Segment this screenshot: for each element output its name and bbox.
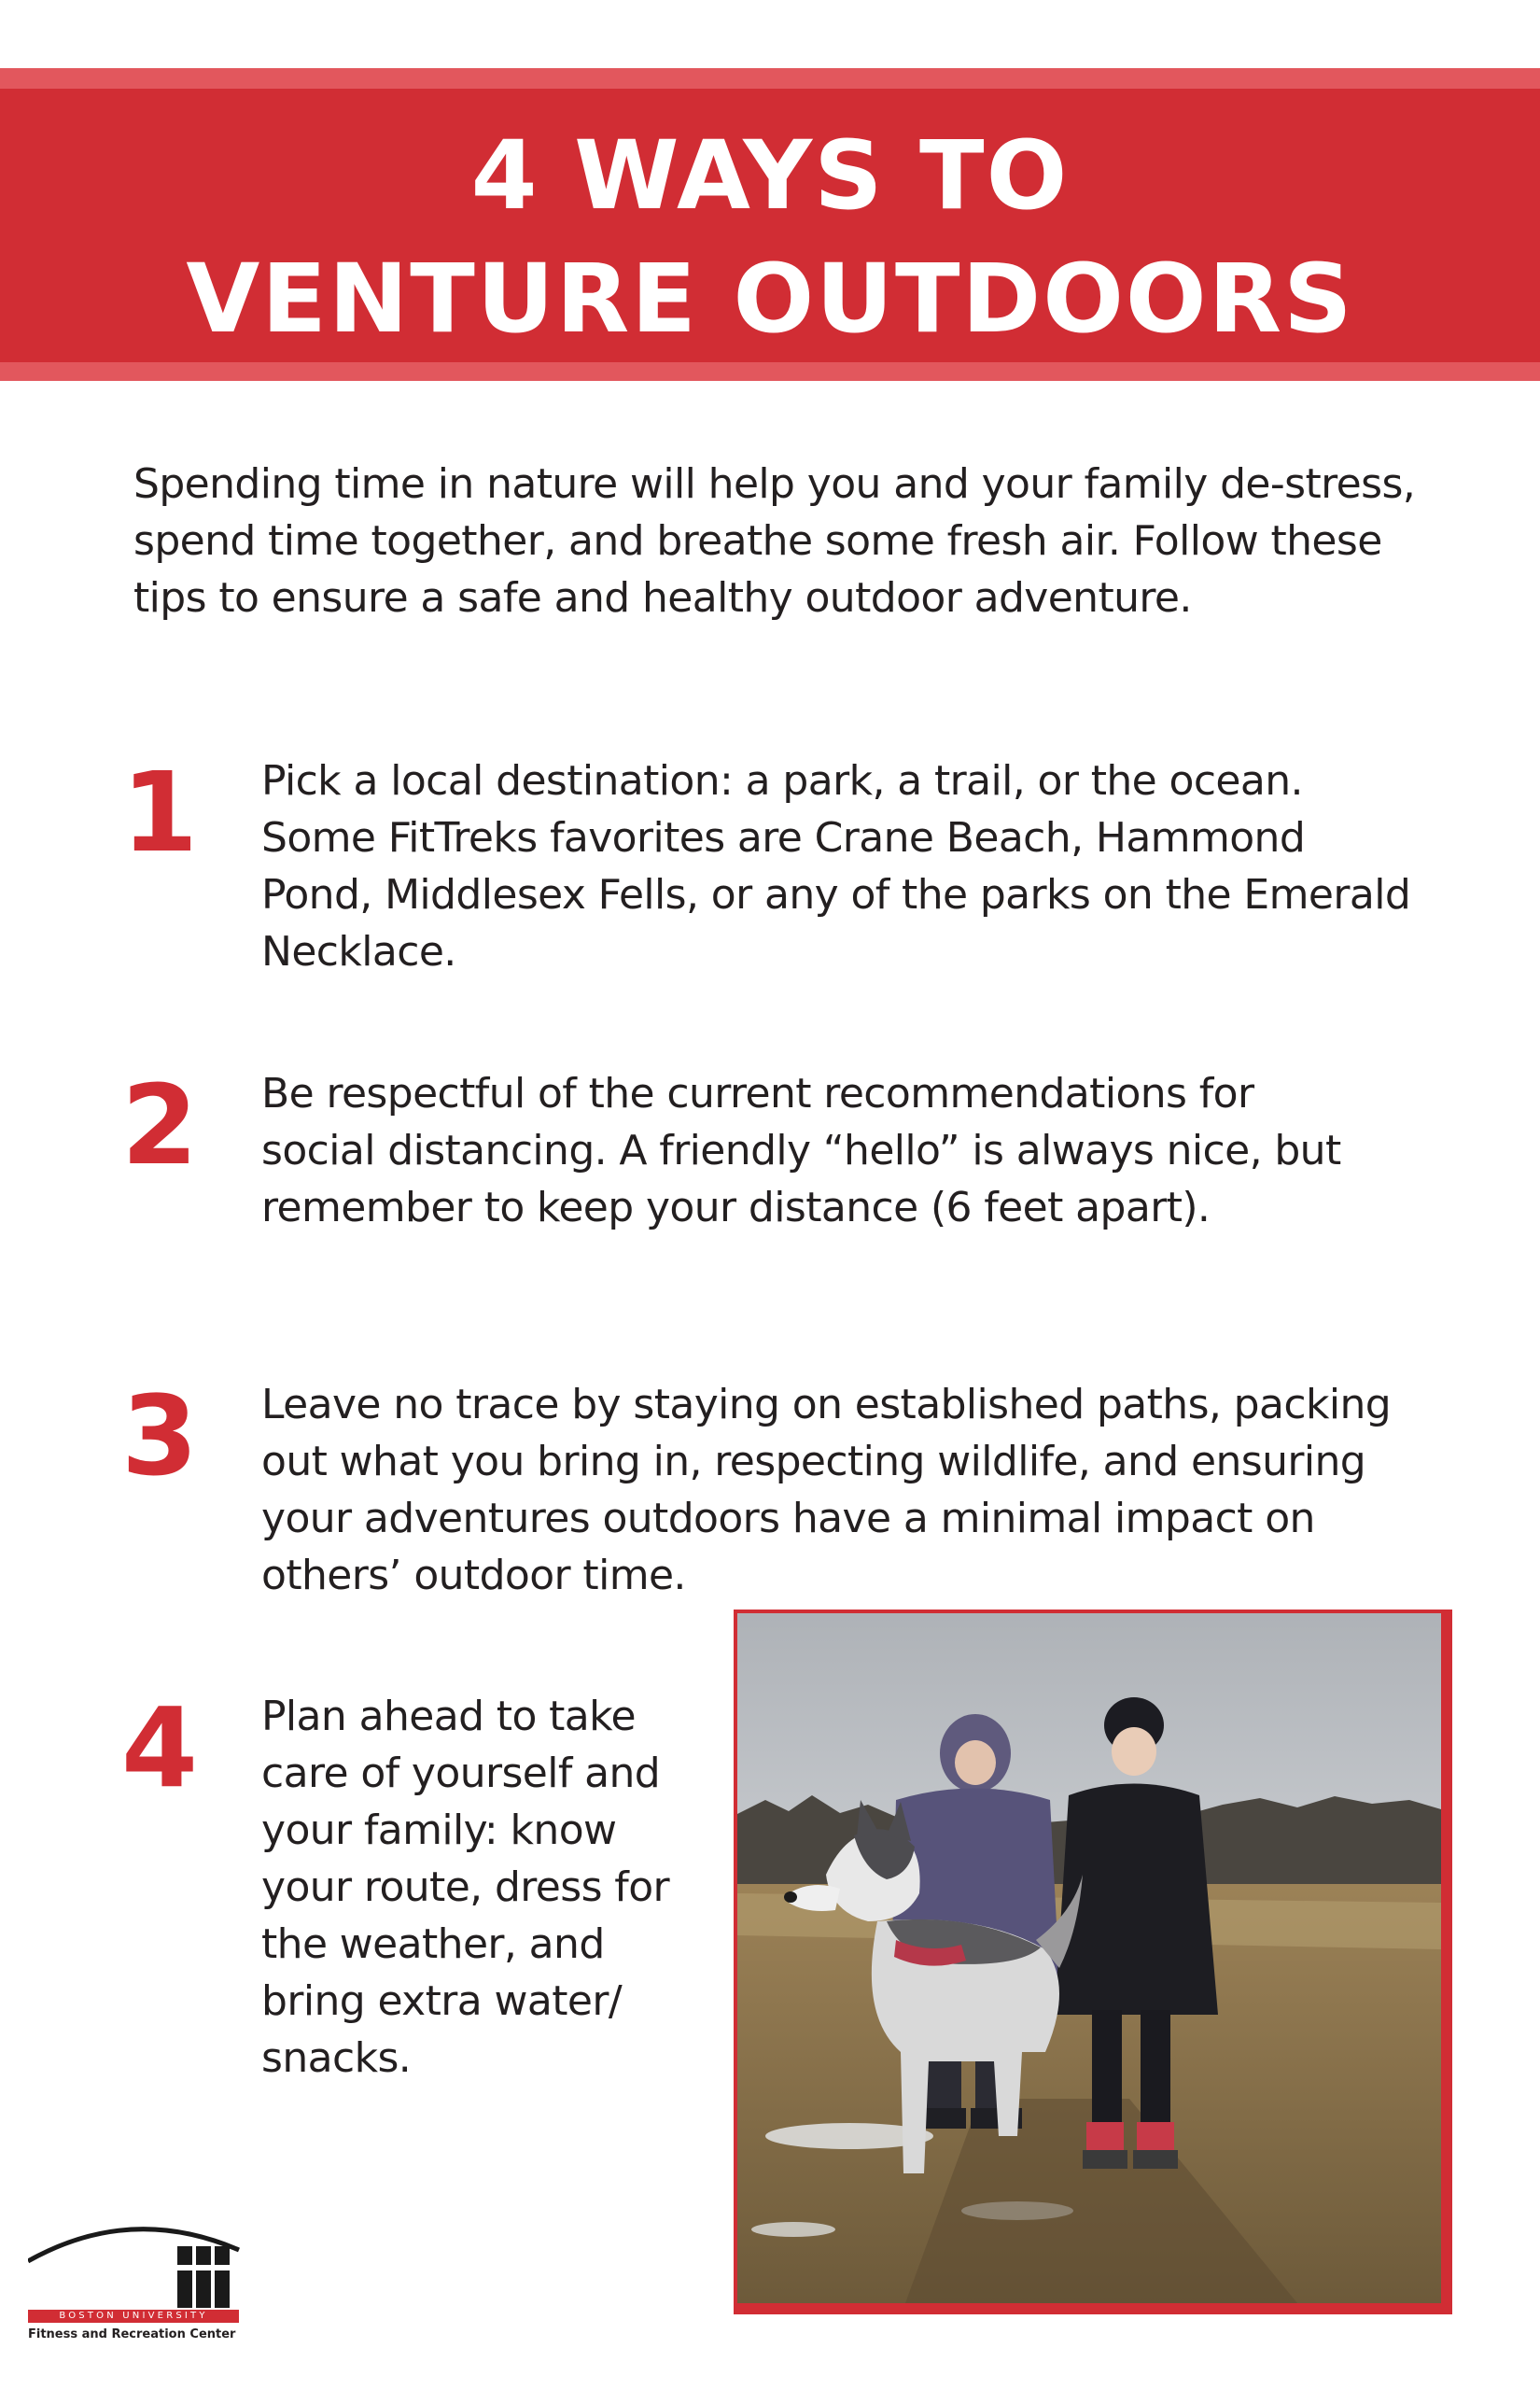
outdoor-photo (737, 1613, 1441, 2303)
tip-line: care of yourself and (261, 1750, 661, 1797)
banner-bottom-stripe (0, 362, 1540, 381)
photo-frame (734, 1610, 1452, 2314)
tip-line: bring extra water/ (261, 1977, 623, 2025)
page-title (0, 115, 1540, 361)
tip-3-text (261, 1376, 1391, 1604)
intro-line: spend time together, and breathe some fresh air. Follow these (133, 517, 1382, 565)
tip-line: Leave no trace by staying on established paths, packing (261, 1381, 1392, 1428)
photo-two-children-with-husky-icon (737, 1613, 1441, 2303)
tip-3-number: 3 (121, 1371, 199, 1500)
tip-2-number: 2 (121, 1061, 199, 1189)
boston-university-arch-icon (28, 2213, 252, 2310)
tip-line: out what you bring in, respecting wildlife, and ensuring (261, 1438, 1366, 1485)
boston-university-logo (28, 2213, 252, 2353)
intro-line: Spending time in nature will help you and your family de-stress, (133, 460, 1416, 508)
tip-line: others’ outdoor time. (261, 1552, 686, 1599)
tip-line: your family: know (261, 1807, 617, 1854)
tip-line: the weather, and (261, 1920, 605, 1968)
tip-1-text (261, 752, 1410, 980)
tip-line: Pond, Middlesex Fells, or any of the parks on the Emerald (261, 871, 1411, 919)
tip-line: Plan ahead to take (261, 1693, 636, 1740)
tip-line: Be respectful of the current recommendations for (261, 1070, 1254, 1118)
logo-subtitle: Fitness and Recreation Center (28, 2327, 236, 2341)
tip-4-number: 4 (121, 1683, 199, 1812)
tip-2-text (261, 1065, 1341, 1236)
intro-paragraph (133, 456, 1440, 626)
tip-line: Pick a local destination: a park, a trail, or the ocean. (261, 757, 1303, 805)
title-banner (0, 68, 1540, 381)
tip-line: your adventures outdoors have a minimal impact on (261, 1495, 1315, 1542)
title-line-1: 4 WAYS TO (470, 120, 1070, 232)
tip-line: social distancing. A friendly “hello” is always nice, but (261, 1127, 1341, 1174)
banner-top-stripe (0, 68, 1540, 89)
tip-1-number: 1 (121, 748, 199, 877)
logo-university-name: BOSTON UNIVERSITY (59, 2311, 208, 2321)
tip-line: your route, dress for (261, 1863, 670, 1911)
tip-line: remember to keep your distance (6 feet apart). (261, 1184, 1211, 1231)
tip-line: snacks. (261, 2034, 412, 2082)
tip-line: Some FitTreks favorites are Crane Beach, Hammond (261, 814, 1306, 862)
tip-line: Necklace. (261, 928, 456, 976)
intro-line: tips to ensure a safe and healthy outdoor adventure. (133, 574, 1192, 622)
tip-4-text (261, 1688, 669, 2087)
title-line-2: VENTURE OUTDOORS (186, 244, 1354, 355)
